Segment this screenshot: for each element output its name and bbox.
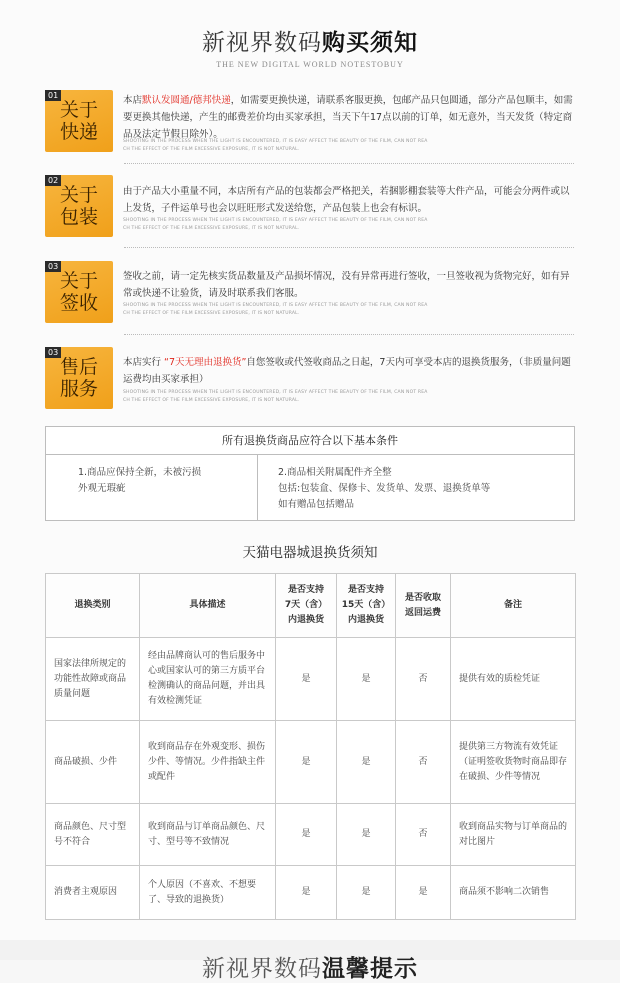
notice-fine-print: SHOOTING IN THE PROCESS WHEN THE LIGHT IS ENCOUNTERED, IT IS EASY AFFECT THE BEAUTY OF THE FILM, CAN NOT REA CH THE EFFECT OF THE FILM EXCESSIVE EXPOSURE, IT IS NOT NATURAL. <box>123 139 428 152</box>
notice-text-part: 本店实行 <box>123 357 165 368</box>
table-row <box>46 721 576 804</box>
table-header-cell: 退换类别 <box>46 574 140 638</box>
table-header-cell: 具体描述 <box>140 574 276 638</box>
table-cell: 是 <box>337 866 396 920</box>
table-cell: 提供有效的质检凭证 <box>451 638 576 721</box>
notice-text-part: 由于产品大小重量不同，本店所有产品的包装都会严格把关，若捆影棚套装等大件产品，可能会分两件或以上发货，子件运单号也会以旺旺形式发送给您，产品包装上也会有标识。 <box>123 186 570 214</box>
next-section-title <box>0 950 620 983</box>
table-cell: 个人原因（不喜欢、不想要了、导致的退换货） <box>140 866 276 920</box>
table-cell: 国家法律所规定的功能性故障或商品质量问题 <box>46 638 140 721</box>
table-header-cell: 是否支持 7天（含） 内退换货 <box>276 574 337 638</box>
notice-text-part: 本店 <box>123 95 143 106</box>
notice-shipping <box>45 90 575 160</box>
table-cell: 消费者主观原因 <box>46 866 140 920</box>
table-cell: 收到商品与订单商品颜色、尺寸、型号等不致情况 <box>140 804 276 866</box>
next-title-main: 温馨提示 <box>322 956 418 982</box>
notice-number: 01 <box>45 90 61 101</box>
return-policy-table <box>45 573 576 920</box>
table-cell: 是 <box>276 721 337 804</box>
table-cell: 否 <box>396 721 451 804</box>
table-cell: 是 <box>276 804 337 866</box>
notice-text <box>123 354 578 388</box>
notice-badge <box>45 347 113 409</box>
notice-number: 03 <box>45 347 61 358</box>
notice-fine-print: SHOOTING IN THE PROCESS WHEN THE LIGHT IS ENCOUNTERED, IT IS EASY AFFECT THE BEAUTY OF THE FILM, CAN NOT REA CH THE EFFECT OF THE FILM EXCESSIVE EXPOSURE, IT IS NOT NATURAL. <box>123 218 428 231</box>
title-brand: 新视界数码 <box>202 30 322 56</box>
table-cell: 是 <box>337 804 396 866</box>
table-cell: 是 <box>396 866 451 920</box>
notice-fine-print: SHOOTING IN THE PROCESS WHEN THE LIGHT IS ENCOUNTERED, IT IS EASY AFFECT THE BEAUTY OF THE FILM, CAN NOT REA CH THE EFFECT OF THE FILM EXCESSIVE EXPOSURE, IT IS NOT NATURAL. <box>123 303 428 316</box>
table-row <box>46 804 576 866</box>
table-row <box>46 638 576 721</box>
table-cell: 是 <box>276 866 337 920</box>
notice-badge-label: 售后 服务 <box>59 356 98 400</box>
table-header-cell: 是否支持 15天（含） 内退换货 <box>337 574 396 638</box>
notice-badge <box>45 261 113 323</box>
page-subtitle: THE NEW DIGITAL WORLD NOTESTOBUY <box>216 60 404 69</box>
notice-highlight: “7天无理由退换货” <box>164 357 247 368</box>
divider <box>124 334 574 335</box>
notice-after-sales <box>45 347 575 417</box>
notice-text <box>123 268 578 302</box>
notice-badge-label: 关于 包装 <box>59 184 98 228</box>
notice-packaging <box>45 175 575 245</box>
table-cell: 商品颜色、尺寸型号不符合 <box>46 804 140 866</box>
table-cell: 是 <box>276 638 337 721</box>
table-cell: 商品破损、少件 <box>46 721 140 804</box>
notice-signing <box>45 261 575 331</box>
notice-text-part: 自您签收或代签收商品之日起，7天内可享受本店的退换货服务，（非质量问题运费均由买家承担） <box>123 357 571 385</box>
conditions-title: 所有退换货商品应符合以下基本条件 <box>46 427 574 455</box>
table-header-cell: 备注 <box>451 574 576 638</box>
notice-highlight: 默认发圆通/德邦快递 <box>142 95 231 106</box>
notice-number: 03 <box>45 261 61 272</box>
notice-fine-print: SHOOTING IN THE PROCESS WHEN THE LIGHT IS ENCOUNTERED, IT IS EASY AFFECT THE BEAUTY OF THE FILM, CAN NOT REA CH THE EFFECT OF THE FILM EXCESSIVE EXPOSURE, IT IS NOT NATURAL. <box>123 390 428 403</box>
table-cell: 否 <box>396 638 451 721</box>
table-cell: 商品须不影响二次销售 <box>451 866 576 920</box>
notice-badge-label: 关于 签收 <box>59 270 98 314</box>
table-cell: 是 <box>337 721 396 804</box>
table-cell: 收到商品存在外观变形、损伤少件、等情况。少件指缺主件或配件 <box>140 721 276 804</box>
notice-text-part: ，如需要更换快递，请联系客服更换，包邮产品只包圆通，部分产品包顺丰，如需要更换其他快递，产生的邮费差价均由买家承担，当天下午17点以前的订单，如无意外，当天发货（特定商品及法定节假日除外）。 <box>123 95 573 140</box>
table-header-row <box>46 574 576 638</box>
return-conditions-box <box>45 426 575 521</box>
table-row <box>46 866 576 920</box>
page-title <box>0 24 620 57</box>
table-cell: 收到商品实物与订单商品的对比图片 <box>451 804 576 866</box>
table-cell: 经由品牌商认可的售后服务中心或国家认可的第三方质平台检测确认的商品问题，并出具有效检测凭证 <box>140 638 276 721</box>
table-cell: 是 <box>337 638 396 721</box>
notice-text-part: 签收之前，请一定先核实货品数量及产品损坏情况，没有异常再进行签收，一旦签收视为货物完好，如有异常或快递不让验货，请及时联系我们客服。 <box>123 271 570 299</box>
next-title-brand: 新视界数码 <box>202 956 322 982</box>
table-cell: 提供第三方物流有效凭证（证明签收货物时商品即存在破损、少件等情况 <box>451 721 576 804</box>
notice-text <box>123 92 578 143</box>
notice-number: 02 <box>45 175 61 186</box>
notice-badge-label: 关于 快递 <box>59 99 98 143</box>
tmall-return-title: 天猫电器城退换货须知 <box>242 545 378 561</box>
next-section-header <box>0 940 620 982</box>
header <box>0 24 620 69</box>
condition-item-accessories: 2.商品相关附属配件齐全整 包括:包装盒、保修卡、发货单、发票、退换货单等 如有赠品包括赠品 <box>278 467 491 510</box>
notice-badge <box>45 90 113 152</box>
condition-item-new: 1.商品应保持全新，未被污损 外观无瑕疵 <box>46 455 258 520</box>
notice-text <box>123 183 578 217</box>
title-main: 购买须知 <box>322 30 418 56</box>
divider <box>124 163 574 164</box>
table-cell: 否 <box>396 804 451 866</box>
notice-badge <box>45 175 113 237</box>
table-header-cell: 是否收取 返回运费 <box>396 574 451 638</box>
divider <box>124 247 574 248</box>
